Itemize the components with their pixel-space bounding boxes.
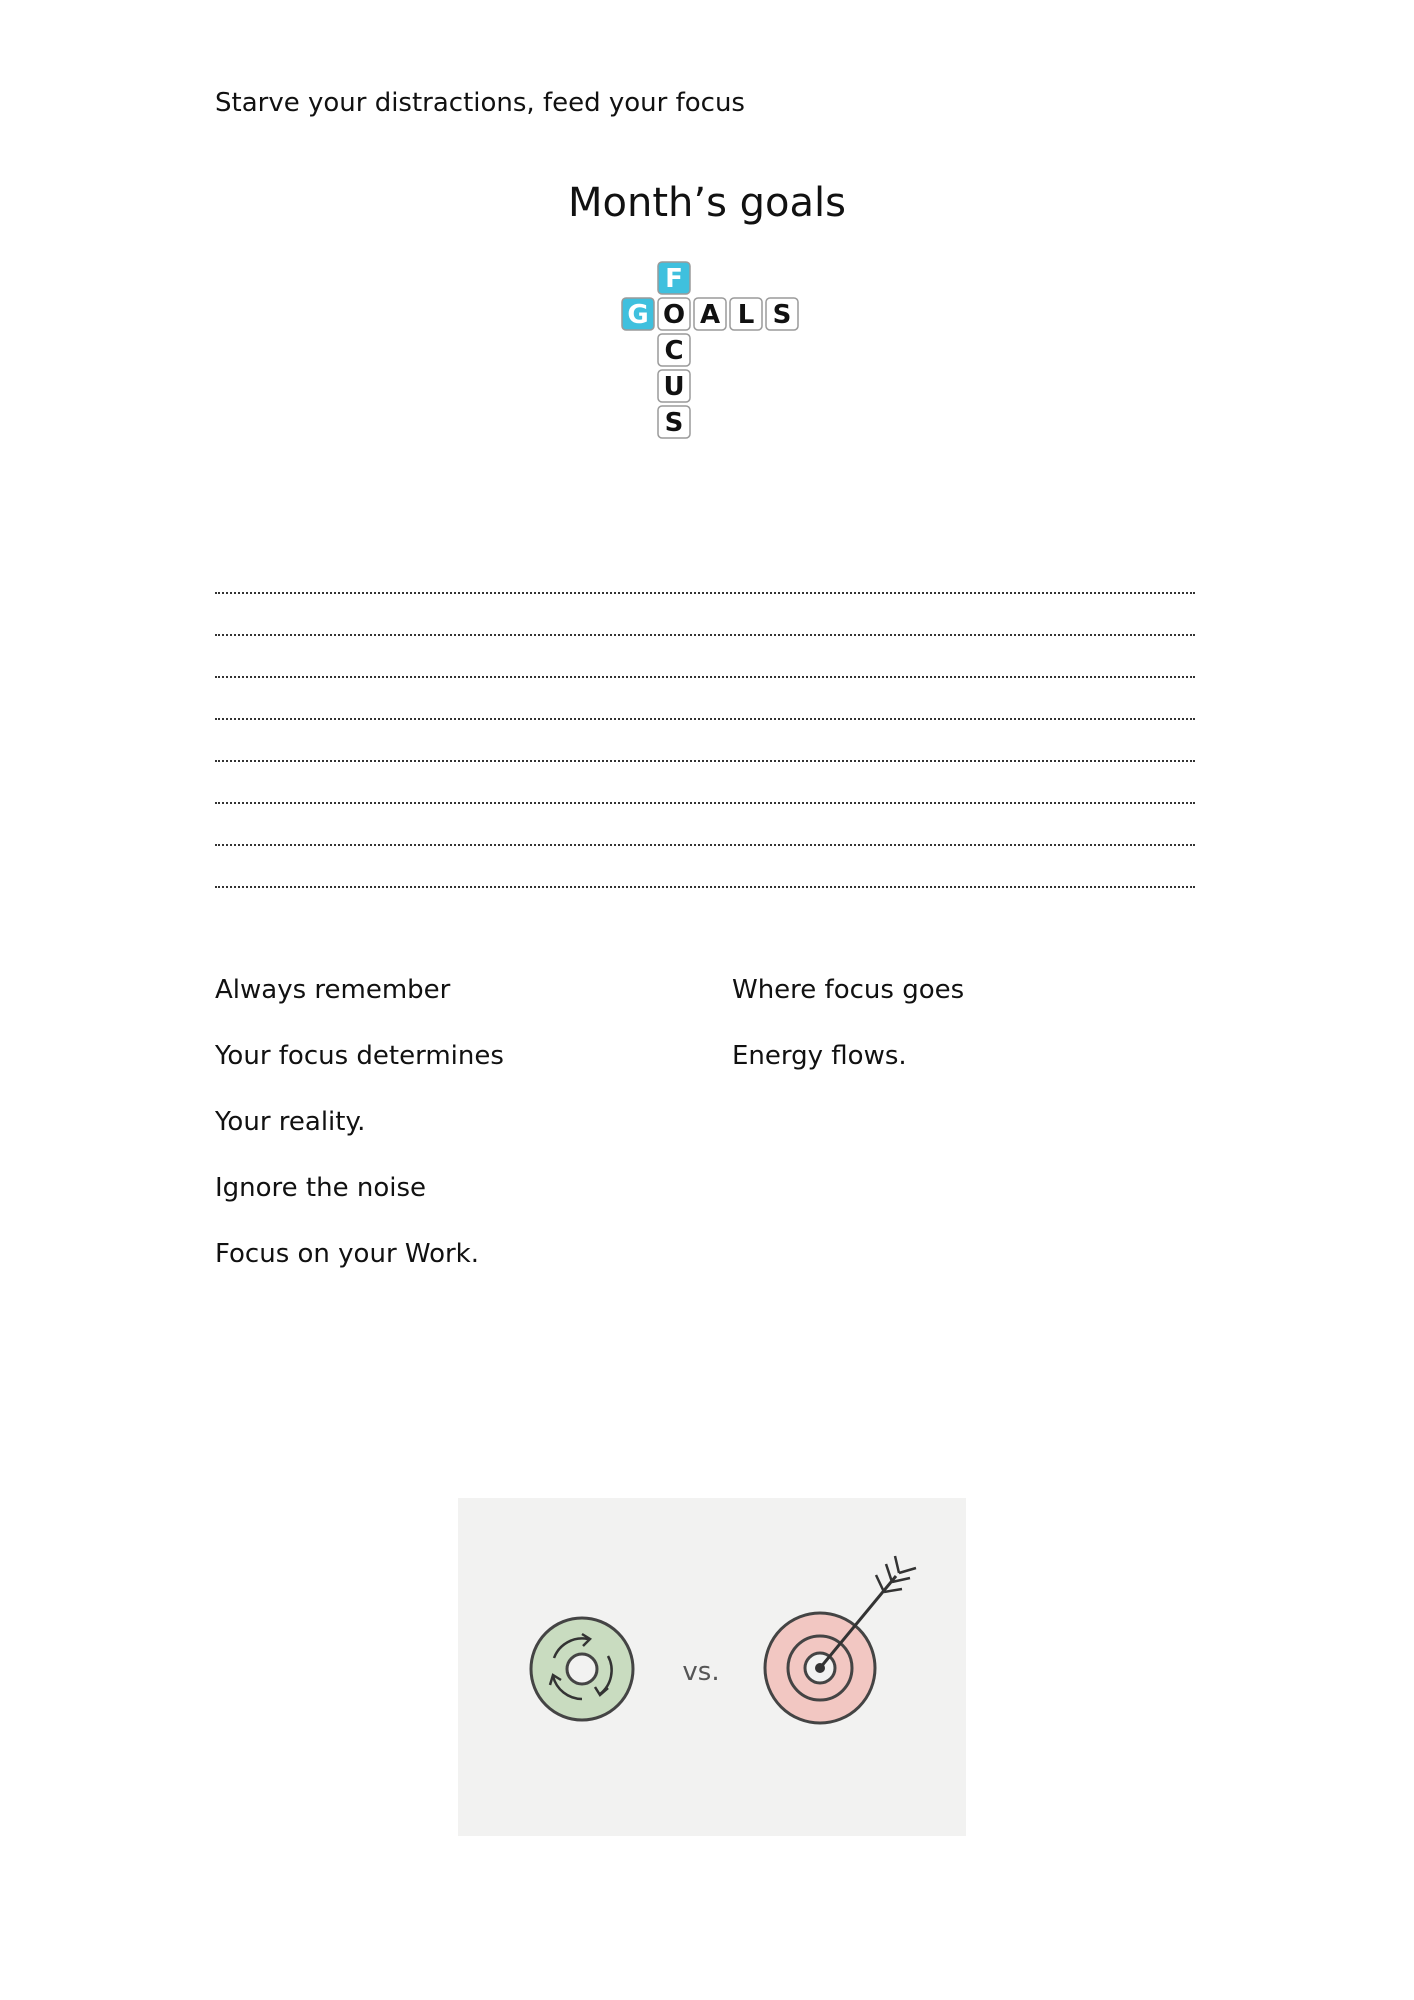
tile-down-4-letter: S <box>664 408 684 438</box>
arrow-fletch-3 <box>876 1575 884 1592</box>
donut-hole <box>567 1654 597 1684</box>
focus-goals-crossword-image <box>618 258 808 448</box>
illustration-drawing <box>458 1498 966 1836</box>
writing-line <box>215 678 1195 720</box>
writing-lines <box>215 552 1195 888</box>
writing-line <box>215 762 1195 804</box>
busy-vs-focused-illustration <box>458 1498 966 1836</box>
quote-right-column <box>732 972 964 1104</box>
page-title: Month’s goals <box>568 180 846 226</box>
quote-line: Always remember <box>215 975 451 1005</box>
quote-line: Your focus determines <box>215 1041 504 1071</box>
arrow-fletch-5 <box>895 1556 899 1573</box>
tile-across-0-letter: G <box>627 300 649 330</box>
target-with-arrow-icon <box>765 1556 916 1723</box>
arrow-fletch-6 <box>899 1568 916 1573</box>
tile-down-2-letter: C <box>664 336 684 366</box>
tagline: Starve your distractions, feed your focus <box>215 88 745 118</box>
tile-across-4-letter: S <box>772 300 792 330</box>
tile-down-3-letter: U <box>663 372 685 402</box>
tile-across-1 <box>658 298 690 330</box>
writing-line <box>215 636 1195 678</box>
vs-label: vs. <box>682 1657 720 1687</box>
quote-line: Where focus goes <box>732 975 965 1005</box>
tile-across-2-letter: A <box>699 300 721 330</box>
tile-down-0-letter: F <box>665 264 683 294</box>
writing-line <box>215 846 1195 888</box>
quote-line: Ignore the noise <box>215 1173 427 1203</box>
tile-across-3 <box>730 298 762 330</box>
tile-across-0 <box>622 298 654 330</box>
tile-down-2 <box>658 334 690 366</box>
tile-down-3 <box>658 370 690 402</box>
writing-line <box>215 552 1195 594</box>
quote-left-column <box>215 972 504 1302</box>
arrow-fletch-1 <box>886 1564 892 1582</box>
quote-line: Energy flows. <box>732 1041 907 1071</box>
quote-line: Your reality. <box>215 1107 366 1137</box>
tile-across-2 <box>694 298 726 330</box>
tile-down-4 <box>658 406 690 438</box>
tile-down-0 <box>658 262 690 294</box>
writing-line <box>215 720 1195 762</box>
crossword-tiles <box>618 258 808 448</box>
writing-line <box>215 594 1195 636</box>
tile-across-1-letter: O <box>662 300 686 330</box>
writing-line <box>215 804 1195 846</box>
tile-across-4 <box>766 298 798 330</box>
tile-across-3-letter: L <box>737 300 755 330</box>
quote-line: Focus on your Work. <box>215 1239 479 1269</box>
circular-arrows-donut-icon <box>531 1618 633 1720</box>
